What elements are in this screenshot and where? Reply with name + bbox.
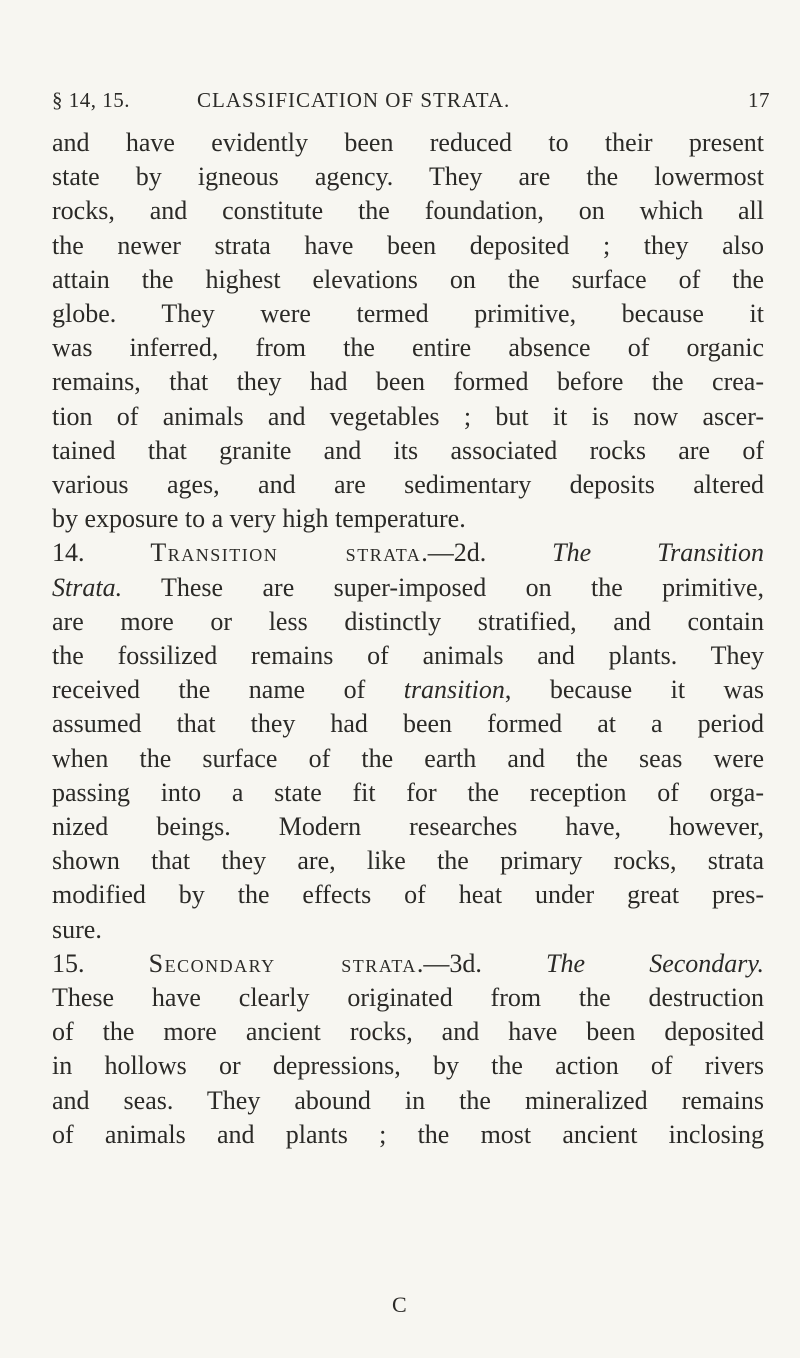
text-line	[52, 1118, 764, 1152]
text-line	[52, 229, 764, 263]
text-run: of the more ancient rocks, and have been deposited	[52, 1017, 764, 1047]
text-line	[52, 400, 764, 434]
text-line	[52, 434, 764, 468]
text-run: modified by the effects of heat under great pres-	[52, 880, 764, 910]
text-run: tained that granite and its associated rocks are of	[52, 435, 764, 465]
text-run: These have clearly originated from the destruction	[52, 983, 764, 1013]
text-line	[52, 878, 764, 912]
text-run: state by igneous agency. They are the lowermost	[52, 162, 764, 192]
text-run: .—2d.	[421, 538, 553, 568]
text-run: rocks, and constitute the foundation, on which all	[52, 196, 764, 226]
page-number: 17	[748, 88, 770, 112]
text-run: remains, that they had been formed before the crea-	[52, 367, 764, 397]
text-run: various ages, and are sedimentary deposits altered	[52, 470, 764, 500]
running-head	[52, 88, 770, 124]
text-line	[52, 194, 764, 228]
text-run: and have evidently been reduced to their present	[52, 128, 764, 157]
text-line	[52, 468, 764, 502]
text-run: the fossilized remains of animals and plants. They	[52, 641, 764, 671]
text-run: in hollows or depressions, by the action of rivers	[52, 1051, 764, 1081]
text-line	[52, 263, 764, 297]
chapter-title: CLASSIFICATION OF STRATA.	[197, 88, 511, 112]
text-line	[52, 502, 764, 536]
text-line	[52, 1084, 764, 1118]
text-run: assumed that they had been formed at a period	[52, 709, 764, 739]
text-run: was inferred, from the entire absence of organic	[52, 333, 764, 363]
text-run: shown that they are, like the primary rocks, strata	[52, 846, 764, 876]
text-line	[52, 1049, 764, 1083]
text-line	[52, 126, 764, 160]
text-run: .—3d.	[416, 948, 547, 978]
text-line	[52, 297, 764, 331]
text-line	[52, 639, 764, 673]
text-run: , because it was	[504, 675, 764, 705]
body-text	[52, 126, 764, 1152]
text-line	[52, 947, 764, 981]
section-reference: § 14, 15.	[52, 88, 130, 112]
text-run: when the surface of the earth and the seas were	[52, 743, 764, 773]
italic-term: The Secondary.	[546, 948, 765, 978]
text-run: by exposure to a very high temperature.	[52, 504, 466, 534]
text-line	[52, 365, 764, 399]
text-run: and seas. They abound in the mineralized remains	[52, 1085, 764, 1115]
text-run: attain the highest elevations on the surface of the	[52, 264, 764, 294]
text-line	[52, 571, 764, 605]
text-line	[52, 160, 764, 194]
text-run: globe. They were termed primitive, because it	[52, 299, 764, 329]
italic-term: transition	[403, 675, 505, 705]
text-line	[52, 742, 764, 776]
text-run: received the name of	[52, 675, 404, 705]
text-run: 14.	[52, 538, 151, 568]
text-line	[52, 913, 764, 947]
text-line	[52, 707, 764, 741]
text-run: sure.	[52, 914, 102, 944]
text-run: of animals and plants ; the most ancient inclosing	[52, 1119, 764, 1149]
text-line	[52, 981, 764, 1015]
text-run: are more or less distinctly stratified, and contain	[52, 606, 764, 636]
text-line	[52, 1015, 764, 1049]
text-run: 15.	[52, 948, 149, 978]
text-line	[52, 605, 764, 639]
italic-term: The Transition	[552, 538, 765, 568]
italic-term: Strata.	[52, 572, 123, 602]
signature-mark: C	[392, 1292, 407, 1317]
text-run: These are super-imposed on the primitive,	[122, 572, 764, 602]
text-line	[52, 673, 764, 707]
section-heading: Transition strata	[150, 538, 422, 568]
section-heading: Secondary strata	[148, 948, 417, 978]
text-line	[52, 810, 764, 844]
text-run: the newer strata have been deposited ; they also	[52, 230, 764, 260]
text-line	[52, 536, 764, 570]
text-run: tion of animals and vegetables ; but it is now ascer-	[52, 401, 764, 431]
text-run: nized beings. Modern researches have, however,	[52, 812, 764, 842]
text-run: passing into a state fit for the reception of orga-	[52, 777, 764, 807]
text-line	[52, 776, 764, 810]
text-line	[52, 331, 764, 365]
text-line	[52, 844, 764, 878]
